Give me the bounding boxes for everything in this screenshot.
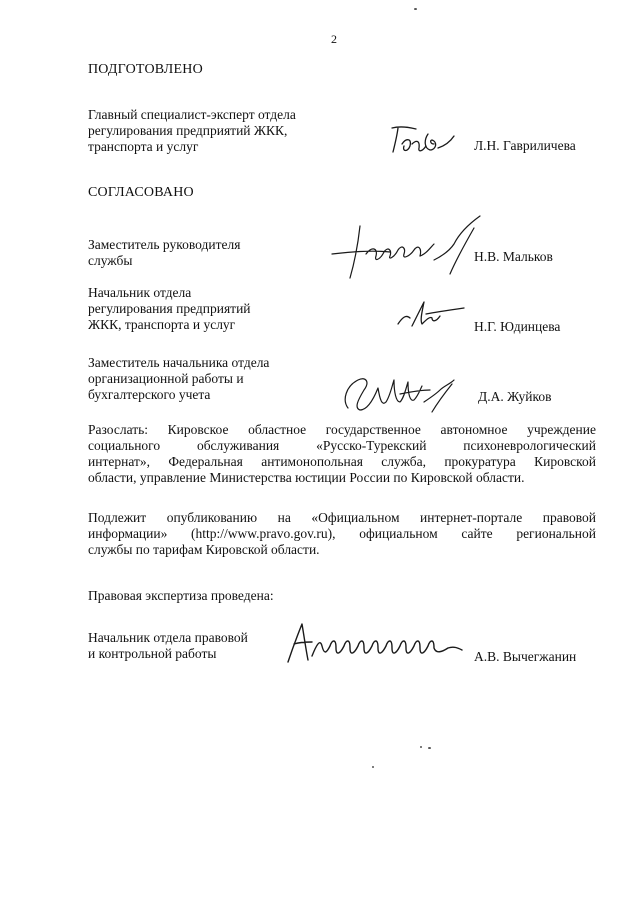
distribution-line: области, управление Министерства юстиции России по Кировской области. xyxy=(88,470,525,485)
position-line: регулирования предприятий ЖКК, xyxy=(88,123,288,138)
position-line: и контрольной работы xyxy=(88,646,217,661)
position-line: Главный специалист-эксперт отдела xyxy=(88,107,296,122)
publication-paragraph xyxy=(88,510,596,558)
signatory-position xyxy=(88,237,240,269)
signature-malkov xyxy=(330,214,485,284)
position-line: Начальник отдела xyxy=(88,285,192,300)
legal-review-name: А.В. Вычегжанин xyxy=(474,649,577,664)
publication-line: информации» (http://www.pravo.gov.ru), официальном сайте региональной xyxy=(88,526,596,541)
page-number: 2 xyxy=(331,32,337,46)
agreed-heading: СОГЛАСОВАНО xyxy=(88,185,194,200)
position-line: службы xyxy=(88,253,133,268)
scan-speck xyxy=(414,8,417,10)
distribution-line: социального обслуживания «Русско-Турекский психоневрологический xyxy=(88,438,596,453)
scan-speck xyxy=(428,747,431,749)
position-line: организационной работы и xyxy=(88,371,244,386)
prepared-heading: ПОДГОТОВЛЕНО xyxy=(88,62,203,77)
signature-zhuykov xyxy=(340,372,460,420)
distribution-line: Разослать: Кировское областное государственное автономное учреждение xyxy=(88,422,596,437)
signatory-name: Н.В. Мальков xyxy=(474,249,553,264)
signature-gavrilicheva xyxy=(388,122,458,158)
scan-speck xyxy=(372,766,374,768)
signatory-position xyxy=(88,355,269,403)
position-line: регулирования предприятий xyxy=(88,301,251,316)
position-line: транспорта и услуг xyxy=(88,139,199,154)
scan-speck xyxy=(420,746,422,748)
position-line: Заместитель руководителя xyxy=(88,237,241,252)
distribution-paragraph xyxy=(88,422,596,486)
signatory-name: Д.А. Жуйков xyxy=(478,389,552,404)
prepared-name: Л.Н. Гавриличева xyxy=(474,138,576,153)
signatory-name: Н.Г. Юдинцева xyxy=(474,319,561,334)
distribution-line: интернат», Федеральная антимонопольная служба, прокуратура Кировской xyxy=(88,454,596,469)
position-line: ЖКК, транспорта и услуг xyxy=(88,317,236,332)
signature-vychegzhanin xyxy=(286,620,466,666)
legal-review-position xyxy=(88,630,248,662)
legal-review-text: Правовая экспертиза проведена: xyxy=(88,588,274,603)
signature-yudintseva xyxy=(396,298,468,334)
position-line: бухгалтерского учета xyxy=(88,387,211,402)
publication-line: Подлежит опубликованию на «Официальном интернет-портале правовой xyxy=(88,510,596,525)
prepared-position xyxy=(88,107,296,155)
publication-line: службы по тарифам Кировской области. xyxy=(88,542,320,557)
position-line: Заместитель начальника отдела xyxy=(88,355,270,370)
position-line: Начальник отдела правовой xyxy=(88,630,248,645)
signatory-position xyxy=(88,285,251,333)
